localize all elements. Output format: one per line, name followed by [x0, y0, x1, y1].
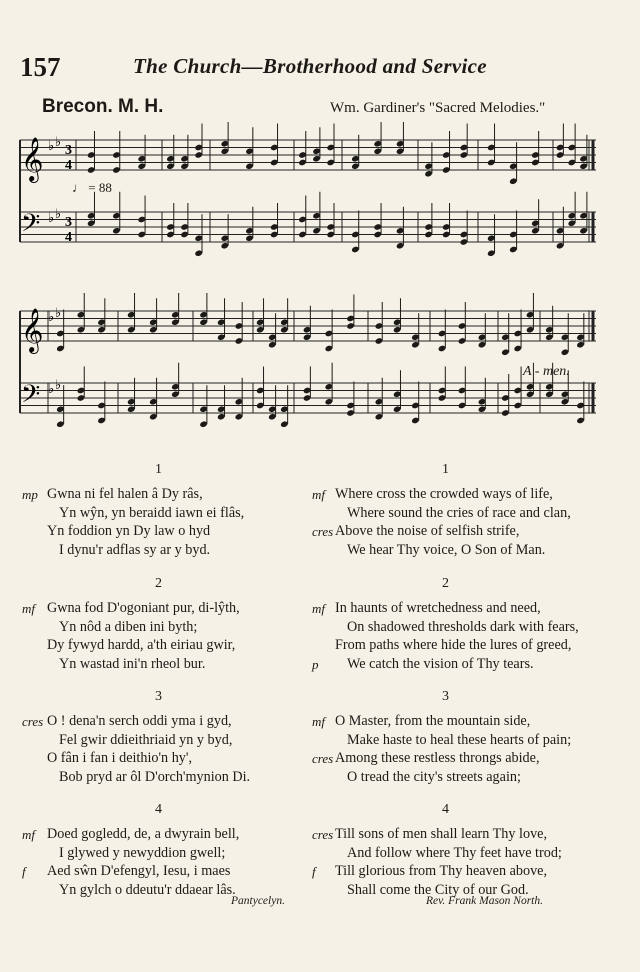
english-verse-number: 3 — [442, 689, 449, 704]
dynamic-mark: cres — [22, 714, 44, 729]
welsh-verse-number: 1 — [155, 462, 162, 477]
english-verse-line: Where sound the cries of race and clan, — [347, 504, 571, 521]
key-flat: ♭ — [55, 135, 62, 150]
welsh-verse-line: Fel gwir ddieithriaid yn y byd, — [59, 731, 233, 748]
key-flat: ♭ — [48, 211, 55, 226]
hymn-number: 157 — [20, 52, 61, 82]
dynamic-mark: mf — [312, 601, 325, 616]
welsh-verse-line: Doed gogledd, de, a dwyrain bell, — [47, 826, 240, 842]
dynamic-mark: cres — [312, 524, 334, 540]
key-flat: ♭ — [55, 207, 62, 222]
welsh-verse-line: Yn wastad ini'n rheol bur. — [59, 655, 206, 672]
welsh-verse-number: 3 — [155, 689, 162, 704]
english-verse-line: O Master, from the mountain side, — [335, 713, 531, 729]
tune-name: Brecon. M. H. — [42, 96, 164, 117]
welsh-verse-line: O fân i fan i deithio'n hy', — [47, 750, 192, 767]
english-verse-line: Shall come the City of our God. — [347, 881, 529, 898]
english-verse-line: Above the noise of selfish strife, — [335, 523, 520, 540]
welsh-verse-line: O ! dena'n serch oddi yma i gyd, — [47, 713, 232, 729]
english-verse-line: O tread the city's streets again; — [347, 768, 521, 785]
english-verse-line: Where cross the crowded ways of life, — [335, 486, 553, 502]
english-verse-line: Among these restless throngs abide, — [335, 750, 540, 767]
key-flat: ♭ — [48, 310, 55, 325]
time-sig-bottom: 4 — [65, 230, 72, 245]
dynamic-mark: mf — [22, 601, 35, 616]
dynamic-mark: p — [312, 656, 319, 672]
dynamic-mark: mp — [22, 487, 38, 502]
english-verse-number: 4 — [442, 802, 449, 817]
english-verse-line: Till glorious from Thy heaven above, — [335, 863, 548, 880]
time-sig-top: 3 — [65, 143, 72, 158]
english-verse-line: We hear Thy voice, O Son of Man. — [347, 541, 546, 558]
welsh-verse-line: I dynu'r adflas sy ar y byd. — [59, 541, 211, 558]
english-verse-line: From paths where hide the lures of greed, — [335, 637, 572, 654]
dynamic-mark: mf — [22, 827, 35, 842]
welsh-verse-number: 2 — [155, 576, 162, 591]
welsh-verse-line: Yn wŷn, yn beraidd iawn ei flâs, — [59, 504, 245, 521]
welsh-verse-line: Bob pryd ar ôl D'orch'mynion Di. — [59, 768, 251, 785]
english-verse-line: We catch the vision of Thy tears. — [347, 655, 534, 672]
english-verse-line: In haunts of wretchedness and need, — [335, 600, 541, 616]
welsh-verses — [0, 0, 300, 972]
english-author: Rev. Frank Mason North. — [426, 895, 544, 907]
section-title: The Church—Brotherhood and Service — [133, 54, 487, 78]
welsh-verse-number: 4 — [155, 802, 162, 817]
dynamic-mark: cres — [312, 827, 334, 842]
welsh-verse-line: Aed sŵn D'efengyl, Iesu, i maes — [47, 863, 231, 880]
welsh-verse-line: I glywed y newyddion gwell; — [59, 844, 226, 861]
treble-clef: 𝄞 — [21, 308, 44, 352]
time-sig-bottom: 4 — [65, 158, 72, 173]
tune-source: Wm. Gardiner's "Sacred Melodies." — [330, 100, 546, 116]
welsh-verse-line: Yn gylch o ddeutu'r ddaear lâs. — [59, 881, 236, 898]
dynamic-mark: f — [22, 864, 26, 880]
key-flat: ♭ — [48, 139, 55, 154]
key-flat: ♭ — [55, 378, 62, 393]
dynamic-mark: mf — [312, 714, 325, 729]
welsh-verse-line: Yn foddion yn Dy law o hyd — [47, 523, 211, 540]
welsh-verse-line: Yn nôd a diben ini byth; — [59, 618, 198, 635]
welsh-author: Pantycelyn. — [231, 895, 285, 907]
treble-clef: 𝄞 — [21, 137, 44, 181]
welsh-verse-line: Gwna fod D'ogoniant pur, di-lŷth, — [47, 600, 240, 616]
english-verse-line: On shadowed thresholds dark with fears, — [347, 618, 579, 635]
dynamic-mark: f — [312, 864, 316, 880]
welsh-verse-line: Gwna ni fel halen â Dy râs, — [47, 486, 203, 502]
bass-clef: 𝄢 — [21, 209, 41, 244]
time-sig-top: 3 — [65, 215, 72, 230]
key-flat: ♭ — [48, 382, 55, 397]
english-verse-line: And follow where Thy feet have trod; — [347, 844, 562, 861]
english-verse-line: Till sons of men shall learn Thy love, — [335, 826, 548, 842]
welsh-verse-line: Dy fywyd hardd, a'th eiriau gwir, — [47, 637, 236, 654]
english-verse-number: 1 — [442, 462, 449, 477]
dynamic-mark: cres — [312, 751, 334, 767]
english-verse-line: Make haste to heal these hearts of pain; — [347, 731, 572, 748]
amen-text: A - men. — [523, 364, 570, 379]
bass-clef: 𝄢 — [21, 380, 41, 415]
tempo-mark: ♩ = 88 — [72, 180, 112, 195]
key-flat: ♭ — [55, 306, 62, 321]
dynamic-mark: mf — [312, 487, 325, 502]
english-verse-number: 2 — [442, 576, 449, 591]
